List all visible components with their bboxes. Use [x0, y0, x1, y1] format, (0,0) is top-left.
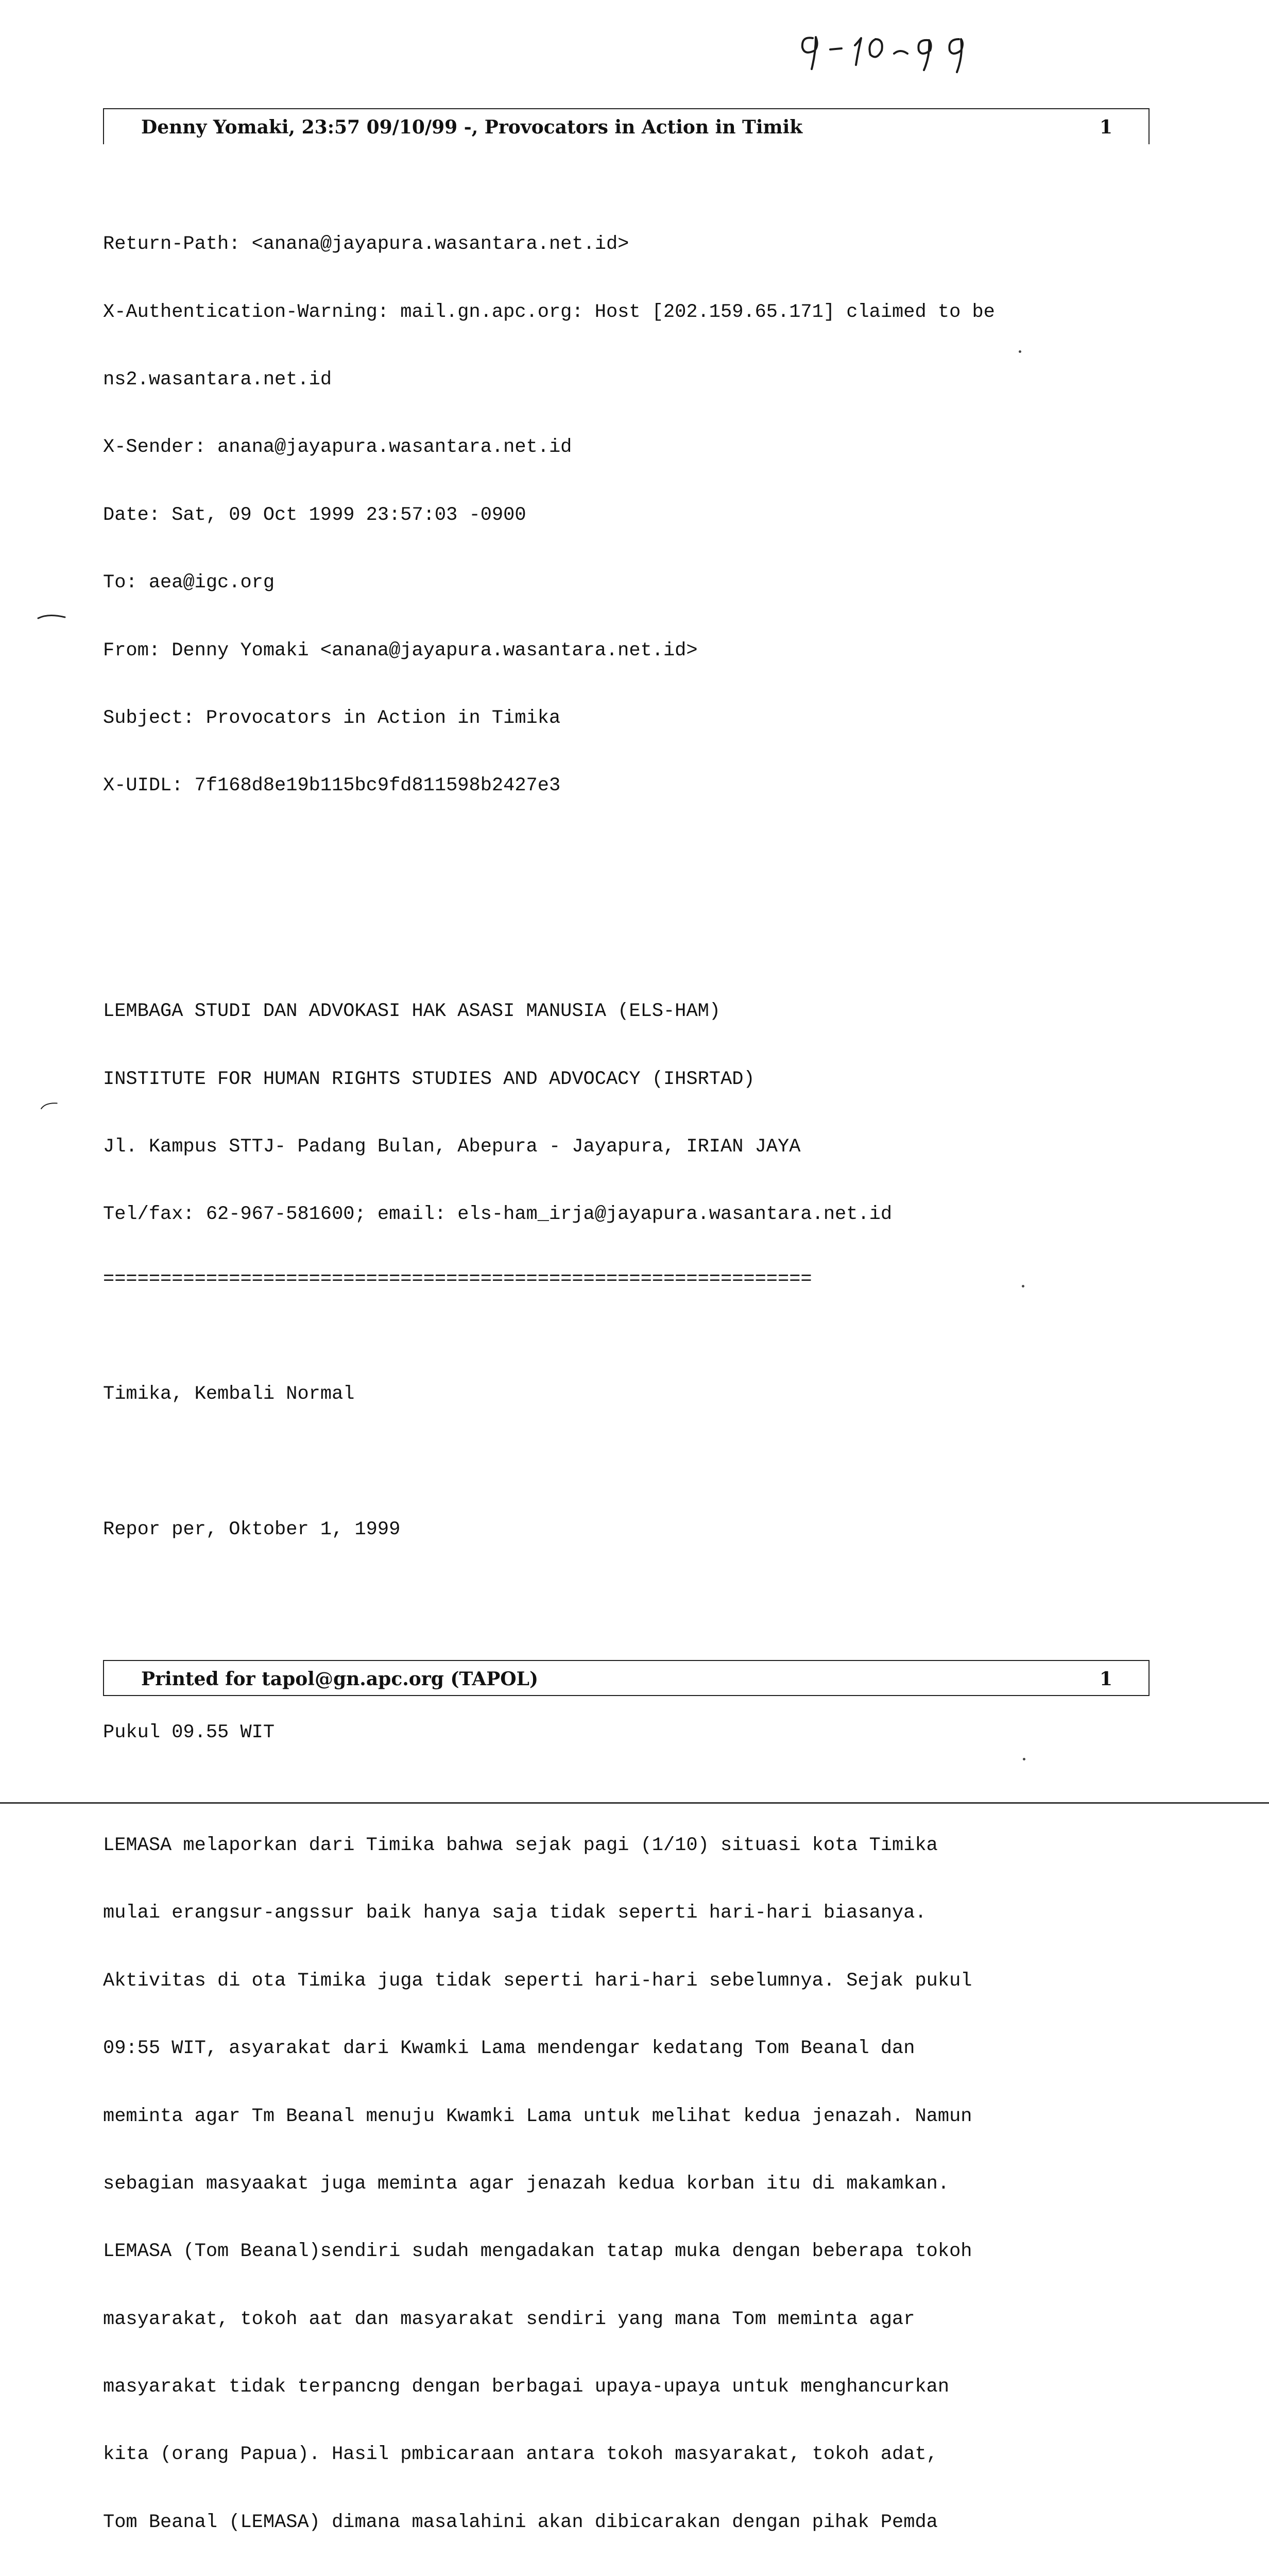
org-line: Jl. Kampus STTJ- Padang Bulan, Abepura - Jayapura, IRIAN JAYA: [103, 1136, 801, 1158]
margin-pen-mark: [34, 1100, 65, 1111]
email-header-line: From: Denny Yomaki <anana@jayapura.wasantara.net.id>: [103, 639, 698, 662]
email-header-line: X-UIDL: 7f168d8e19b115bc9fd811598b2427e3: [103, 775, 561, 797]
margin-pen-mark: [36, 611, 67, 621]
document-header: [103, 108, 1150, 144]
scan-speck: [1019, 350, 1021, 353]
email-header-line: Return-Path: <anana@jayapura.wasantara.net.id>: [103, 233, 629, 256]
page-bottom-edge: [0, 1802, 1269, 1804]
paragraph-1: [103, 1789, 1164, 2576]
document-footer: [103, 1660, 1150, 1696]
org-line: Tel/fax: 62-967-581600; email: els-ham_irja@jayapura.wasantara.net.id: [103, 1204, 893, 1226]
separator-line: ==============================================================: [103, 1268, 812, 1290]
org-line: LEMBAGA STUDI DAN ADVOKASI HAK ASASI MANUSIA (ELS-HAM): [103, 1001, 721, 1023]
scan-speck: [1023, 1758, 1025, 1760]
scan-speck: [1022, 1285, 1024, 1287]
time-line: Pukul 09.55 WIT: [103, 1721, 275, 1743]
org-line: INSTITUTE FOR HUMAN RIGHTS STUDIES AND ADVOCACY (IHSRTAD): [103, 1068, 755, 1090]
paragraph-line: 09:55 WIT, asyarakat dari Kwamki Lama mendengar kedatang Tom Beanal dan: [103, 2038, 915, 2060]
footer-page-number: 1: [1099, 1668, 1112, 1690]
paragraph-line: LEMASA (Tom Beanal)sendiri sudah mengadakan tatap muka dengan beberapa tokoh: [103, 2241, 972, 2263]
email-header-line: ns2.wasantara.net.id: [103, 368, 332, 391]
paragraph-line: masyarakat, tokoh aat dan masyarakat sendiri yang mana Tom meminta agar: [103, 2308, 915, 2330]
document-body: [103, 143, 1164, 2576]
email-header-line: Date: Sat, 09 Oct 1999 23:57:03 -0900: [103, 504, 526, 526]
header-page-number: 1: [1099, 116, 1112, 138]
handwritten-date: [793, 15, 1009, 82]
header-title: Denny Yomaki, 23:57 09/10/99 -, Provocators in Action in Timik: [141, 116, 803, 138]
paragraph-line: sebagian masyaakat juga meminta agar jenazah kedua korban itu di makamkan.: [103, 2173, 950, 2195]
email-header-line: X-Sender: anana@jayapura.wasantara.net.id: [103, 436, 572, 459]
paragraph-line: masyarakat tidak terpancng dengan berbagai upaya-upaya untuk menghancurkan: [103, 2376, 950, 2398]
footer-title: Printed for tapol@gn.apc.org (TAPOL): [141, 1668, 539, 1690]
email-header-line: Subject: Provocators in Action in Timika: [103, 707, 561, 729]
paragraph-line: Aktivitas di ota Timika juga tidak seperti hari-hari sebelumnya. Sejak pukul: [103, 1970, 972, 1992]
email-header-line: To: aea@igc.org: [103, 572, 275, 594]
organization-block: [103, 956, 1164, 1338]
paragraph-line: Tom Beanal (LEMASA) dimana masalahini akan dibicarakan dengan pihak Pemda: [103, 2511, 938, 2533]
paragraph-line: mulai erangsur-angssur baik hanya saja tidak seperti hari-hari biasanya.: [103, 1902, 927, 1924]
paragraph-line: meminta agar Tm Beanal menuju Kwamki Lama untuk melihat kedua jenazah. Namun: [103, 2105, 972, 2127]
report-title: Timika, Kembali Normal: [103, 1383, 355, 1405]
paragraph-line: LEMASA melaporkan dari Timika bahwa sejak pagi (1/10) situasi kota Timika: [103, 1834, 938, 1856]
paragraph-line: kita (orang Papua). Hasil pmbicaraan antara tokoh masyarakat, tokoh adat,: [103, 2444, 938, 2466]
email-header-line: X-Authentication-Warning: mail.gn.apc.org: Host [202.159.65.171] claimed to be: [103, 301, 995, 323]
email-headers: [103, 189, 1164, 843]
report-date: Repor per, Oktober 1, 1999: [103, 1518, 401, 1540]
